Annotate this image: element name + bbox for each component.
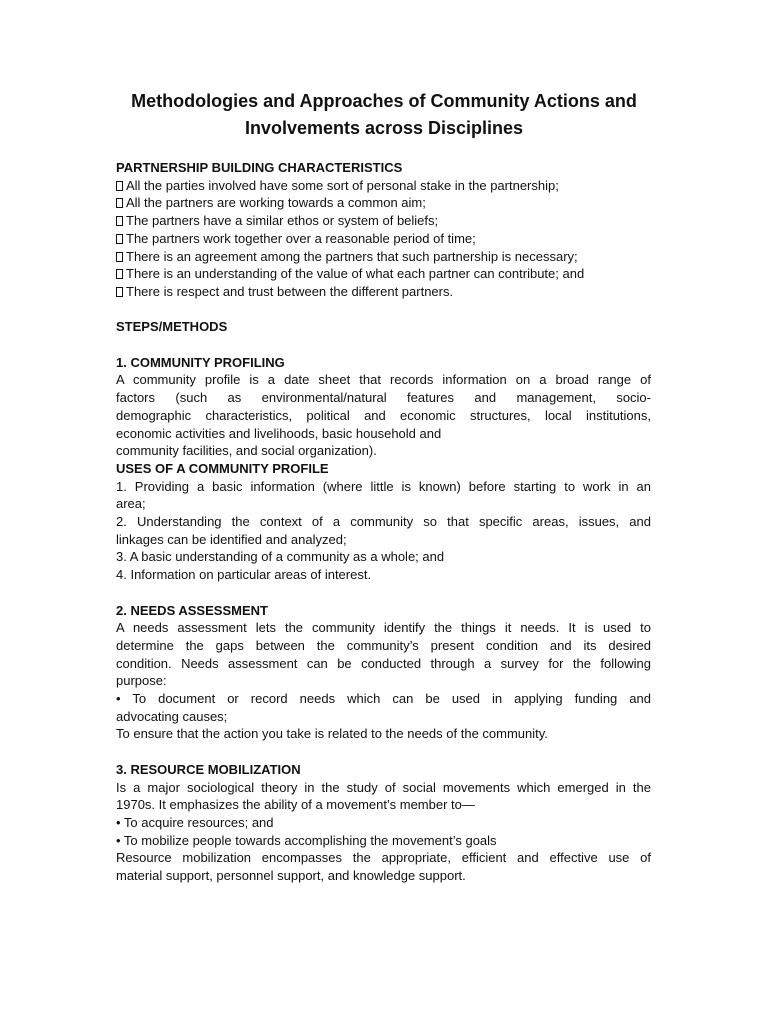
list-item-line: 1. Providing a basic information (where little is known) before starting to work in an	[116, 478, 651, 494]
paragraph-line: condition. Needs assessment can be conducted through a survey for the following	[116, 655, 651, 671]
partnership-item: The partners work together over a reasonable period of time;	[116, 230, 651, 248]
paragraph-line: community facilities, and social organization).	[116, 443, 377, 459]
list-item-line: area;	[116, 496, 146, 512]
checkbox-glyph-icon	[116, 181, 123, 191]
list-item-line: 4. Information on particular areas of interest.	[116, 567, 372, 583]
bullet-line: • To document or record needs which can be used in applying funding and	[116, 691, 651, 707]
bullet-line: • To mobilize people towards accomplishing the movement’s goals	[116, 832, 497, 848]
uses-heading: USES OF A COMMUNITY PROFILE	[116, 460, 329, 476]
paragraph-line: factors (such as environmental/natural features and management, socio-	[116, 390, 651, 406]
checkbox-glyph-icon	[116, 287, 123, 297]
partnership-item: There is an agreement among the partners that such partnership is necessary;	[116, 248, 651, 266]
partnership-item: All the partners are working towards a common aim;	[116, 194, 651, 212]
resource-heading: 3. RESOURCE MOBILIZATION	[116, 761, 301, 777]
partnership-item: There is an understanding of the value of what each partner can contribute; and	[116, 265, 651, 283]
paragraph-line: economic activities and livelihoods, basic household and	[116, 425, 442, 441]
list-item-line: linkages can be identified and analyzed;	[116, 531, 347, 547]
paragraph-line: determine the gaps between the community’s present condition and its desired	[116, 637, 651, 653]
paragraph-line: Resource mobilization encompasses the appropriate, efficient and effective use of	[116, 850, 651, 866]
needs-heading: 2. NEEDS ASSESSMENT	[116, 602, 268, 618]
checkbox-glyph-icon	[116, 234, 123, 244]
paragraph-line: A needs assessment lets the community identify the things it needs. It is used to	[116, 620, 651, 636]
title-line: Methodologies and Approaches of Community Actions and	[131, 91, 637, 111]
checkbox-glyph-icon	[116, 216, 123, 226]
paragraph-line: advocating causes;	[116, 708, 228, 724]
profiling-heading: 1. COMMUNITY PROFILING	[116, 354, 285, 370]
paragraph-line: 1970s. It emphasizes the ability of a movement’s member to—	[116, 797, 475, 813]
paragraph-line: To ensure that the action you take is related to the needs of the community.	[116, 726, 548, 742]
paragraph-line: material support, personnel support, and knowledge support.	[116, 868, 466, 884]
partnership-item: All the parties involved have some sort of personal stake in the partnership;	[116, 177, 651, 195]
steps-heading: STEPS/METHODS	[116, 319, 228, 335]
paragraph-line: purpose:	[116, 673, 167, 689]
checkbox-glyph-icon	[116, 252, 123, 262]
page-title	[100, 88, 668, 142]
checkbox-glyph-icon	[116, 269, 123, 279]
paragraph-line: demographic characteristics, political and economic structures, local institutions,	[116, 407, 651, 423]
paragraph-line: A community profile is a date sheet that records information on a broad range of	[116, 372, 651, 388]
list-item-line: 2. Understanding the context of a community so that specific areas, issues, and	[116, 514, 651, 530]
partnership-item: There is respect and trust between the different partners.	[116, 283, 651, 301]
partnership-item: The partners have a similar ethos or system of beliefs;	[116, 212, 651, 230]
title-line: Involvements across Disciplines	[244, 118, 524, 138]
bullet-line: • To acquire resources; and	[116, 814, 274, 830]
list-item-line: 3. A basic understanding of a community as a whole; and	[116, 549, 445, 565]
checkbox-glyph-icon	[116, 198, 123, 208]
partnership-heading: PARTNERSHIP BUILDING CHARACTERISTICS	[116, 160, 403, 175]
document-body	[116, 159, 651, 885]
paragraph-line: Is a major sociological theory in the study of social movements which emerged in the	[116, 779, 651, 795]
